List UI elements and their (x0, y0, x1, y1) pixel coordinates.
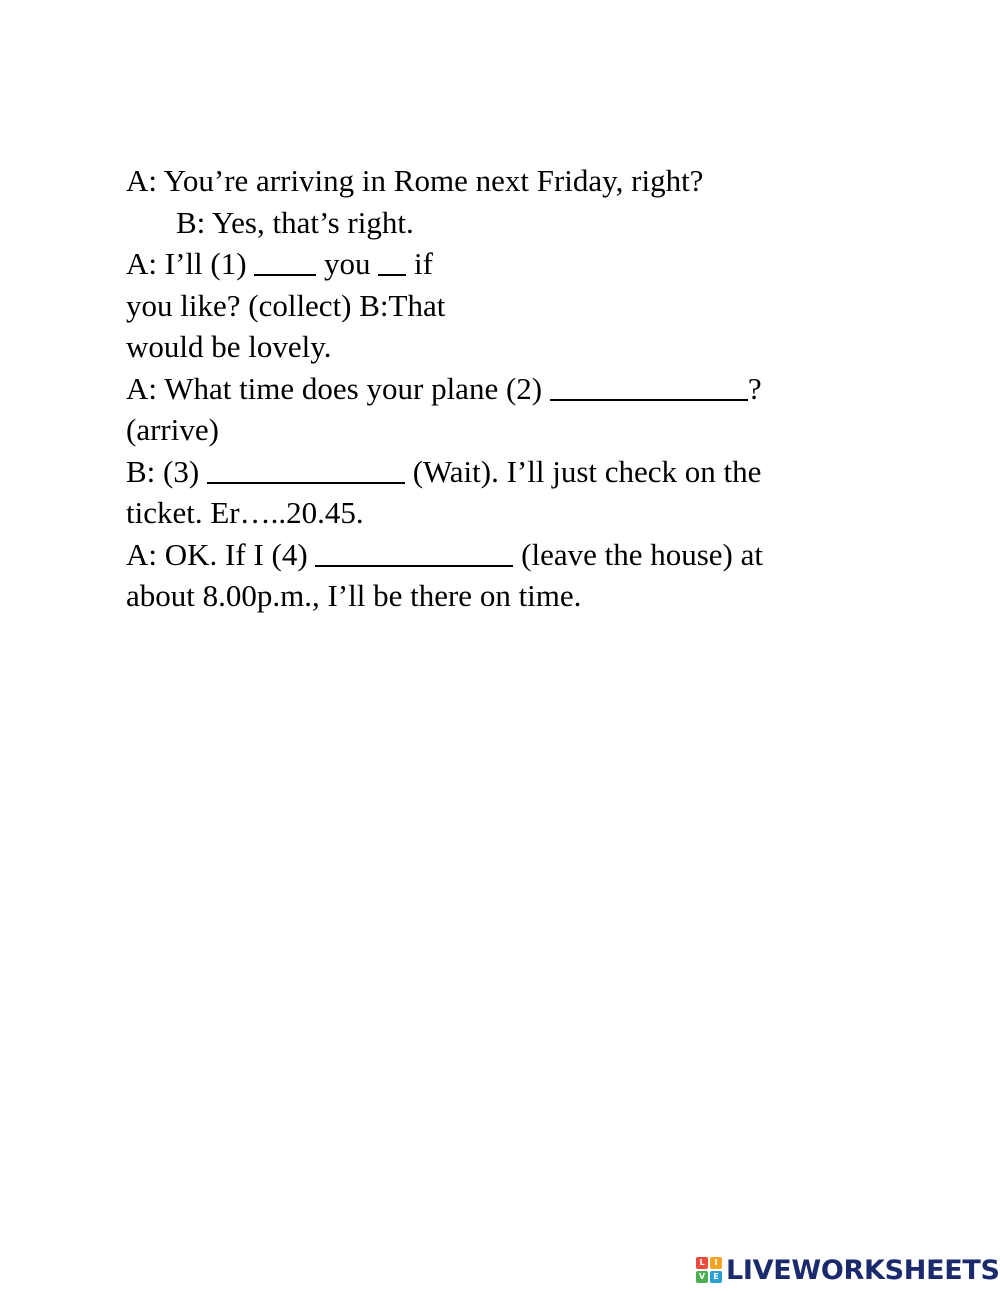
line-text: ticket. Er…..20.45. (126, 495, 364, 530)
line-text: you (316, 246, 379, 281)
line-text: about 8.00p.m., I’ll be there on time. (126, 578, 582, 613)
liveworksheets-logo[interactable] (696, 1253, 1000, 1287)
line-text: would be lovely. (126, 329, 332, 364)
logo-mark-cell: I (710, 1257, 722, 1269)
dialogue-line-10 (126, 534, 866, 576)
answer-blank-3[interactable] (207, 451, 405, 484)
line-text: ? (747, 370, 762, 406)
line-text: A: You’re arriving in Rome next Friday, right? (126, 163, 704, 198)
line-text: (leave the house) at (513, 536, 763, 572)
line-text: if (406, 246, 433, 281)
dialogue-line-7 (126, 409, 866, 451)
line-text: B: Yes, that’s right. (176, 204, 414, 240)
answer-blank-4[interactable] (315, 534, 513, 567)
dialogue-line-4 (126, 285, 866, 327)
logo-mark-cell: E (710, 1271, 722, 1283)
answer-blank-2[interactable] (550, 368, 748, 401)
dialogue-line-8 (126, 451, 866, 493)
line-text: (Wait). I’ll just check on the (404, 453, 762, 489)
dialogue-line-11 (126, 575, 866, 617)
answer-blank-1a[interactable] (254, 243, 316, 276)
dialogue-line-1 (126, 160, 866, 202)
dialogue-line-9 (126, 492, 866, 534)
line-text: A: I’ll (1) (126, 246, 255, 281)
answer-blank-1b[interactable] (378, 243, 406, 276)
line-text: you like? (collect) B:That (126, 287, 446, 323)
logo-mark-cell: L (696, 1257, 708, 1269)
dialogue-line-2 (126, 202, 866, 244)
logo-mark-icon (696, 1257, 722, 1283)
line-text: B: (3) (126, 453, 207, 489)
logo-mark-cell: V (696, 1271, 708, 1283)
dialogue-line-5 (126, 326, 866, 368)
dialogue-line-6 (126, 368, 866, 410)
line-text: A: What time does your plane (2) (126, 370, 550, 406)
worksheet-body (126, 160, 866, 617)
line-text: A: OK. If I (4) (126, 536, 316, 572)
line-text: (arrive) (126, 412, 219, 447)
dialogue-line-3 (126, 243, 866, 285)
logo-text: LIVEWORKSHEETS (726, 1254, 1000, 1286)
